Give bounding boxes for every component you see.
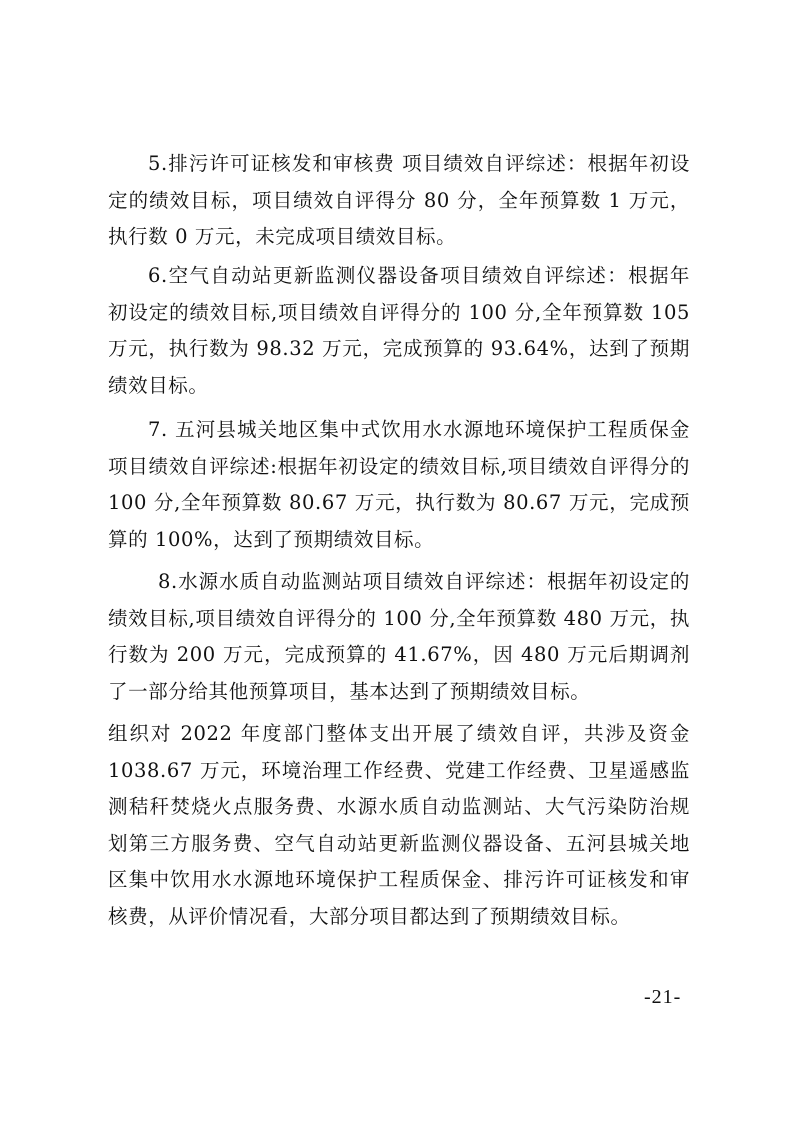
paragraph-item-7: 7. 五河县城关地区集中式饮用水水源地环境保护工程质保金项目绩效自评综述:根据年初设定的绩效目标,项目绩效自评得分的 100 分,全年预算数 80.67 万元，执行数为 80.67 万元，完成预算的 100%，达到了预期绩效目标。	[108, 418, 690, 551]
paragraph-item-5: 5.排污许可证核发和审核费 项目绩效自评综述：根据年初设定的绩效目标，项目绩效自评得分 80 分，全年预算数 1 万元，执行数 0 万元，未完成项目绩效目标。	[108, 152, 690, 248]
paragraph-summary: 组织对 2022 年度部门整体支出开展了绩效自评，共涉及资金 1038.67 万元，环境治理工作经费、党建工作经费、卫星遥感监测秸秆焚烧火点服务费、水源水质自动监测站、大气污染防治规划第三方服务费、空气自动站更新监测仪器设备、五河县城关地区集中饮用水水源地环境保护工程质保金、排污许可证核发和审核费，从评价情况看，大部分项目都达到了预期绩效目标。	[108, 722, 690, 928]
page-number: -21-	[644, 986, 682, 1008]
paragraph-item-8: 8.水源水质自动监测站项目绩效自评综述：根据年初设定的绩效目标,项目绩效自评得分的 100 分,全年预算数 480 万元，执行数为 200 万元，完成预算的 41.67%，因 480 万元后期调剂了一部分给其他预算项目，基本达到了预期绩效目标。	[108, 570, 690, 703]
paragraph-item-6: 6.空气自动站更新监测仪器设备项目绩效自评综述：根据年初设定的绩效目标,项目绩效自评得分的 100 分,全年预算数 105 万元，执行数为 98.32 万元，完成预算的 93.64%，达到了预期绩效目标。	[108, 264, 690, 397]
